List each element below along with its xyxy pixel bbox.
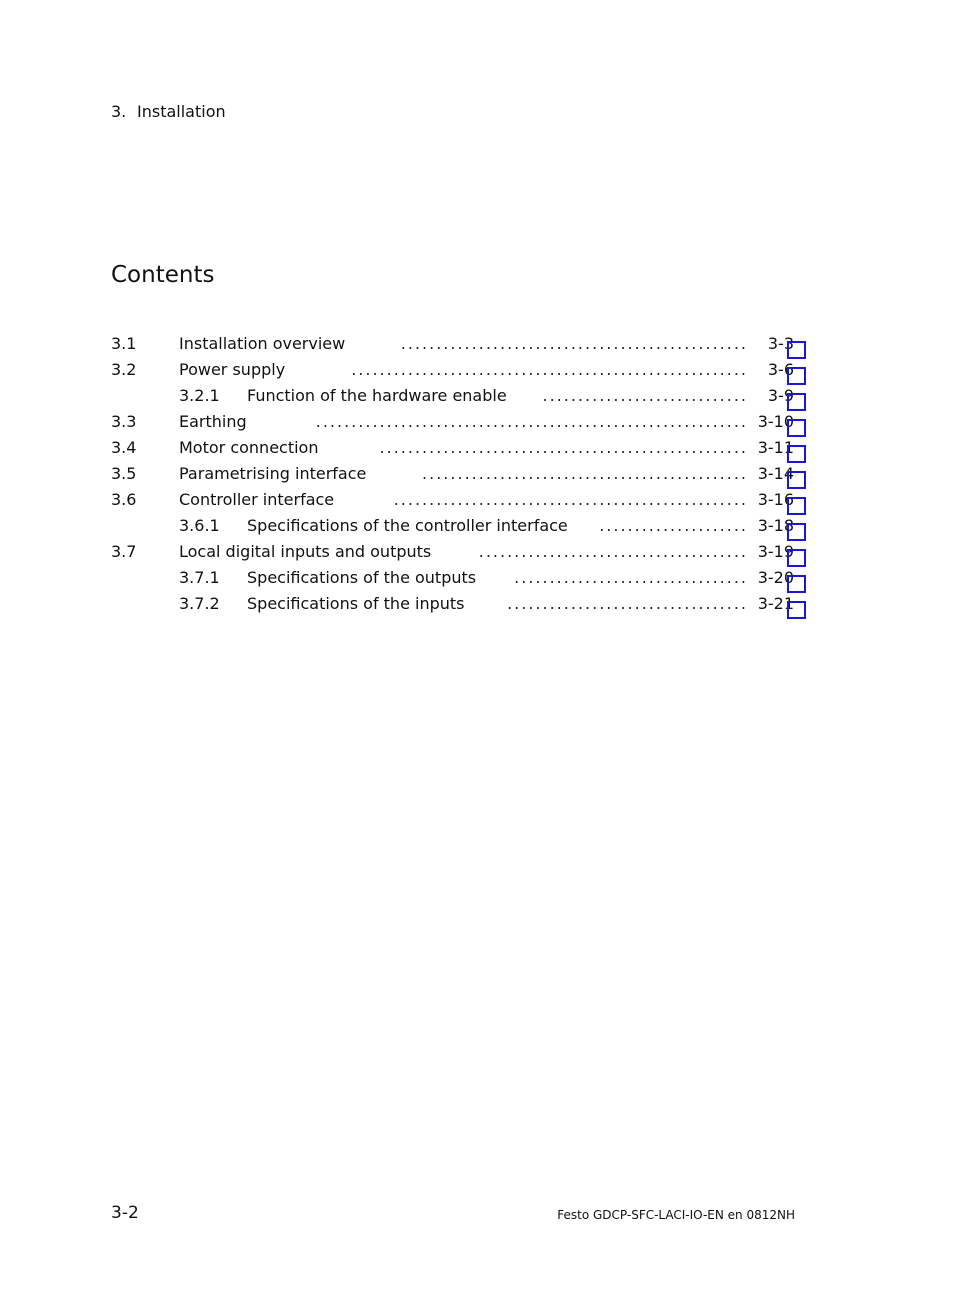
toc-entry-page: 3-16	[757, 490, 794, 509]
toc-leader-dots: ..................................................	[393, 490, 748, 509]
toc-entry-title: Specifications of the controller interface	[247, 516, 568, 535]
toc-entry-title: Specifications of the outputs	[247, 568, 477, 587]
toc-entry[interactable]	[0, 487, 954, 513]
footer-page-number: 3-2	[111, 1203, 139, 1223]
toc-entry-title: Specifications of the inputs	[247, 594, 465, 613]
toc-leader-dots: .............................................................	[315, 412, 748, 431]
toc-entry-page: 3-21	[757, 594, 794, 613]
toc-entry-title: Controller interface	[179, 490, 335, 509]
toc-entry-title: Function of the hardware enable	[247, 386, 507, 405]
toc-entry-page: 3-14	[757, 464, 794, 483]
toc-leader-dots: .....................	[599, 516, 748, 535]
toc-entry[interactable]	[0, 565, 954, 591]
toc-leader-dots: .................................	[514, 568, 748, 587]
toc-entry-page: 3-18	[757, 516, 794, 535]
toc-entry[interactable]	[0, 461, 954, 487]
toc-leader-dots: ........................................................	[351, 360, 748, 379]
toc-link-box[interactable]	[787, 601, 806, 619]
toc-entry-page: 3-11	[757, 438, 794, 457]
toc-entry-number: 3.3	[111, 412, 137, 431]
toc-entry[interactable]	[0, 331, 954, 357]
toc-entry-title: Installation overview	[179, 334, 346, 353]
toc-entry[interactable]	[0, 409, 954, 435]
chapter-number: 3.	[111, 102, 127, 121]
toc-entry-number: 3.6	[111, 490, 137, 509]
toc-entry-title: Earthing	[179, 412, 247, 431]
running-header	[111, 102, 226, 121]
toc-entry-number: 3.2.1	[179, 386, 220, 405]
toc-entry[interactable]	[0, 357, 954, 383]
toc-entry-page: 3-20	[757, 568, 794, 587]
toc-entry-title: Power supply	[179, 360, 286, 379]
toc-entry-number: 3.7	[111, 542, 137, 561]
toc-entry[interactable]	[0, 591, 954, 617]
toc-leader-dots: ......................................	[478, 542, 748, 561]
toc-leader-dots: .................................................	[400, 334, 748, 353]
toc-entry[interactable]	[0, 539, 954, 565]
toc-entry-number: 3.6.1	[179, 516, 220, 535]
toc-leader-dots: ..............................................	[422, 464, 748, 483]
toc-entry-number: 3.7.2	[179, 594, 220, 613]
toc-leader-dots: .............................	[542, 386, 748, 405]
contents-heading: Contents	[111, 262, 215, 288]
toc-leader-dots: ....................................................	[379, 438, 748, 457]
toc-entry-number: 3.2	[111, 360, 137, 379]
toc-leader-dots: ..................................	[507, 594, 748, 613]
toc-entry-page: 3-6	[767, 360, 794, 379]
toc-entry-number: 3.4	[111, 438, 137, 457]
toc-entry-page: 3-10	[757, 412, 794, 431]
toc-entry-number: 3.1	[111, 334, 137, 353]
toc-entry[interactable]	[0, 435, 954, 461]
toc-entry-number: 3.7.1	[179, 568, 220, 587]
toc-entry-title: Local digital inputs and outputs	[179, 542, 432, 561]
chapter-title: Installation	[137, 102, 226, 121]
toc-entry[interactable]	[0, 513, 954, 539]
toc-entry-page: 3-19	[757, 542, 794, 561]
footer-document-id: Festo GDCP-SFC-LACI-IO-EN en 0812NH	[557, 1208, 795, 1222]
toc-entry-page: 3-9	[767, 386, 794, 405]
toc-entry-title: Motor connection	[179, 438, 319, 457]
toc-entry-page: 3-3	[767, 334, 794, 353]
toc-entry-number: 3.5	[111, 464, 137, 483]
toc-entry[interactable]	[0, 383, 954, 409]
toc-entry-title: Parametrising interface	[179, 464, 367, 483]
